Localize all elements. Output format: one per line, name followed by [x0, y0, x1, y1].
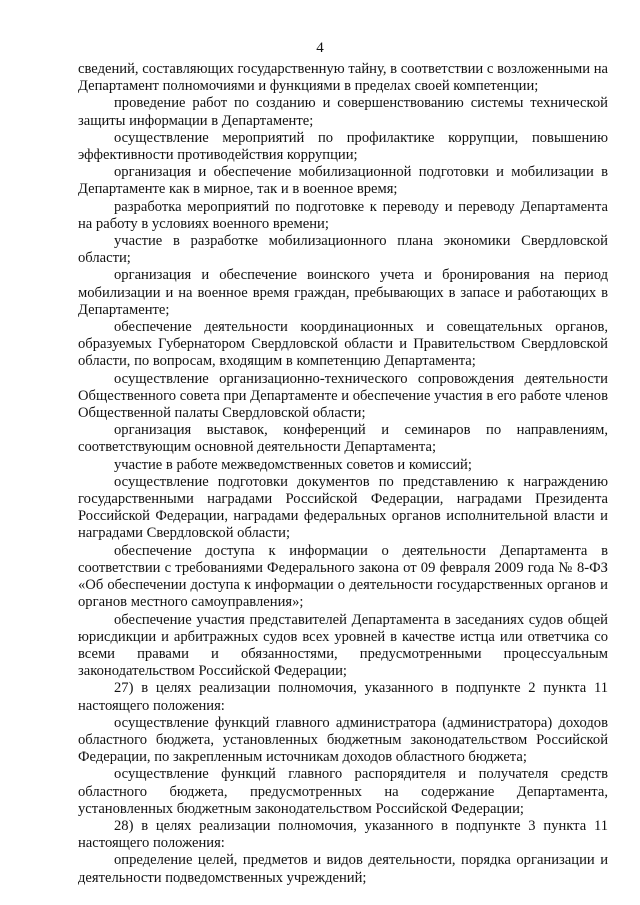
paragraph: осуществление функций главного администратора (администратора) доходов областного бюджета, установленных бюджетным законодательством Российской Федерации, по закрепленным источникам доходов областного бюджета; [78, 714, 608, 766]
paragraph: 28) в целях реализации полномочия, указанного в подпункте 3 пункта 11 настоящего положения: [78, 817, 608, 852]
document-body [78, 61, 608, 887]
paragraph: проведение работ по созданию и совершенствованию системы технической защиты информации в Департаменте; [78, 95, 608, 129]
paragraph: осуществление функций главного распорядителя и получателя средств областного бюджета, предусмотренных на содержание Департамента, установленных бюджетным законодательством Российской Федерации; [78, 766, 608, 817]
paragraph: обеспечение участия представителей Департамента в заседаниях судов общей юрисдикции и арбитражных судов всех уровней в качестве истца или ответчика со всеми правами и обязанностями, предусмотренными процессуальным законодательством Российской Федерации; [78, 611, 608, 680]
paragraph: организация выставок, конференций и семинаров по направлениям, соответствующим основной деятельности Департамента; [78, 422, 608, 456]
paragraph: организация и обеспечение воинского учета и бронирования на период мобилизации и на военное время граждан, пребывающих в запасе и работающих в Департаменте; [78, 267, 608, 318]
paragraph: участие в разработке мобилизационного плана экономики Свердловской области; [78, 233, 608, 267]
paragraph: организация и обеспечение мобилизационной подготовки и мобилизации в Департаменте как в мирное, так и в военное время; [78, 164, 608, 198]
paragraph: определение целей, предметов и видов деятельности, порядка организации и деятельности подведомственных учреждений; [78, 852, 608, 886]
paragraph: участие в работе межведомственных советов и комиссий; [114, 456, 472, 473]
paragraph: обеспечение деятельности координационных и совещательных органов, образуемых Губернатором Свердловской области и Правительством Свердловской области, по вопросам, входящим в компетенцию Департамента; [78, 319, 608, 370]
paragraph: 27) в целях реализации полномочия, указанного в подпункте 2 пункта 11 настоящего положения: [78, 680, 608, 714]
paragraph: осуществление организационно-технического сопровождения деятельности Общественного совета при Департаменте и обеспечение участия в его работе членов Общественной палаты Свердловской области; [78, 370, 608, 422]
page-number: 4 [316, 40, 324, 56]
paragraph: осуществление подготовки документов по представлению к награждению государственными наградами Российской Федерации, наградами Президента Российской Федерации, наградами федеральных органов исполнительной власти и наградами Свердловской области; [78, 473, 608, 542]
paragraph: осуществление мероприятий по профилактике коррупции, повышению эффективности противодействия коррупции; [78, 129, 608, 164]
paragraph: разработка мероприятий по подготовке к переводу и переводу Департамента на работу в условиях военного времени; [78, 198, 608, 232]
paragraph: сведений, составляющих государственную тайну, в соответствии с возложенными на Департамент полномочиями и функциями в пределах своей компетенции; [78, 61, 608, 95]
paragraph: обеспечение доступа к информации о деятельности Департамента в соответствии с требованиями Федерального закона от 09 февраля 2009 года № 8-ФЗ «Об обеспечении доступа к информации о деятельности государственных органов и органов местного самоуправления»; [78, 542, 608, 611]
